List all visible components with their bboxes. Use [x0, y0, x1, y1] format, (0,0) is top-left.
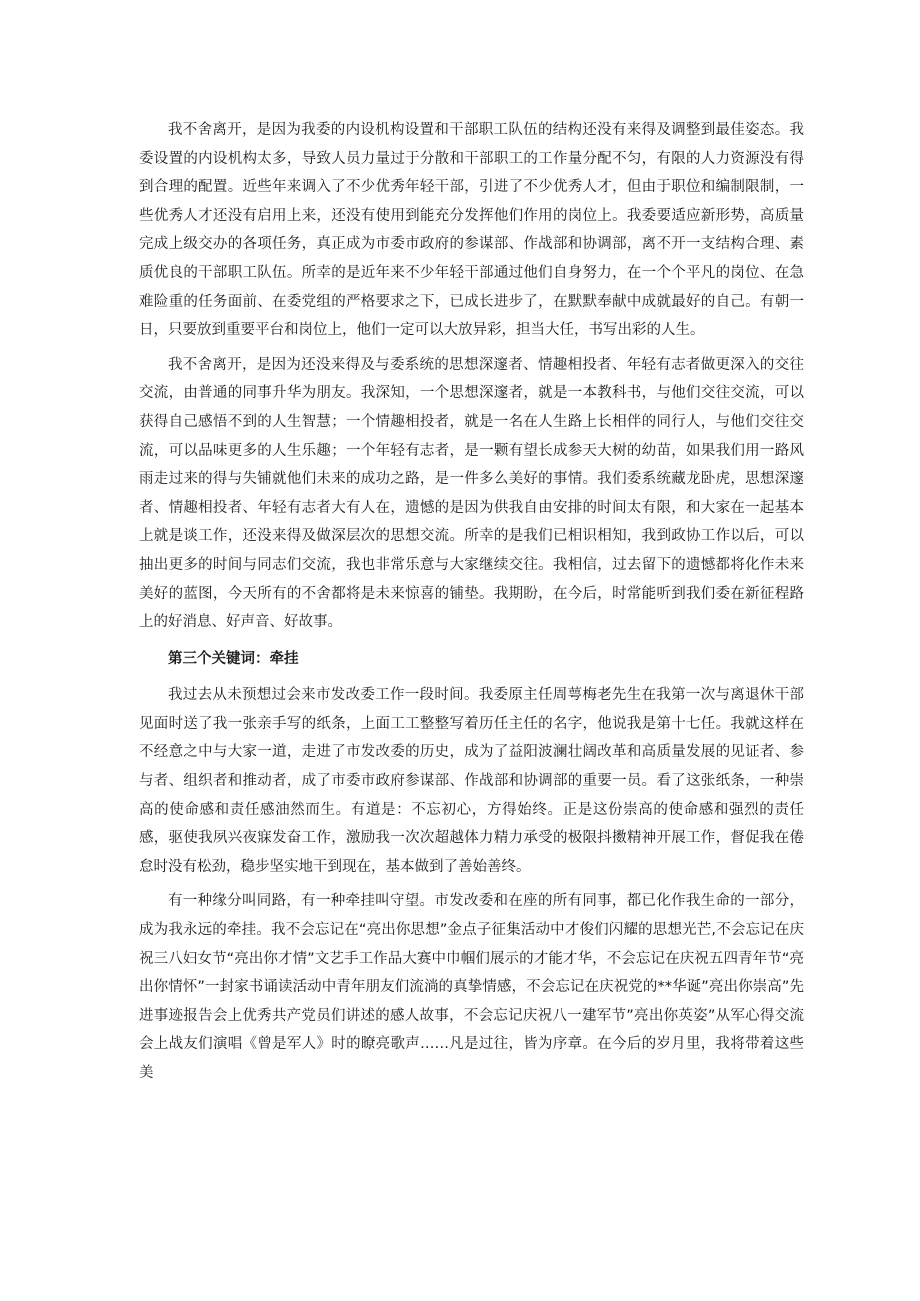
section-heading: 第三个关键词：牵挂: [168, 650, 299, 667]
body-paragraph: 我过去从未预想过会来市发改委工作一段时间。我委原主任周萼梅老先生在我第一次与离退休干部见面时送了我一张亲手写的纸条，上面工工整整写着历任主任的名字，他说我是第十七任。我就这样在不经意之中与大家一道，走进了市发改委的历史，成为了益阳波澜壮阔改革和高质量发展的见证者、参与者、组织者和推动者，成了市委市政府参谋部、作战部和协调部的重要一员。看了这张纸条，一种崇高的使命感和责任感油然而生。有道是：不忘初心，方得始终。正是这份崇高的使命感和强烈的责任感，驱使我夙兴夜寐发奋工作，激励我一次次超越体力精力承受的极限抖擞精神开展工作，督促我在倦怠时没有松劲，稳步坚实地干到现在，基本做到了善始善终。: [139, 687, 804, 875]
body-paragraph: 我不舍离开，是因为我委的内设机构设置和干部职工队伍的结构还没有来得及调整到最佳姿态。我委设置的内设机构太多，导致人员力量过于分散和干部职工的工作量分配不匀，有限的人力资源没有得到合理的配置。近些年来调入了不少优秀年轻干部，引进了不少优秀人才，但由于职位和编制限制，一些优秀人才还没有启用上来，还没有使用到能充分发挥他们作用的岗位上。我委要适应新形势，高质量完成上级交办的各项任务，真正成为市委市政府的参谋部、作战部和协调部，离不开一支结构合理、素质优良的干部职工队伍。所幸的是近年来不少年轻干部通过他们自身努力，在一个个平凡的岗位、在急难险重的任务面前、在委党组的严格要求之下，已成长进步了，在默默奉献中成就最好的自己。有朝一日，只要放到重要平台和岗位上，他们一定可以大放异彩，担当大任，书写出彩的人生。: [139, 122, 804, 339]
document-body: [139, 116, 804, 1094]
body-paragraph: 有一种缘分叫同路，有一种牵挂叫守望。市发改委和在座的所有同事，都已化作我生命的一部分，成为我永远的牵挂。我不会忘记在“亮出你思想”金点子征集活动中才俊们闪耀的思想光芒,不会忘记在庆祝三八妇女节“亮出你才情”文艺手工作品大赛中巾帼们展示的才能才华，不会忘记在庆祝五四青年节“亮出你情怀”一封家书诵读活动中青年朋友们流淌的真挚情感，不会忘记在庆祝党的**华诞”亮出你崇高”先进事迹报告会上优秀共产党员们讲述的感人故事，不会忘记庆祝八一建军节”亮出你英姿”从军心得交流会上战友们演唱《曾是军人》时的瞭亮歌声……凡是过往，皆为序章。在今后的岁月里，我将带着这些美: [139, 893, 804, 1081]
body-paragraph: 我不舍离开，是因为还没来得及与委系统的思想深邃者、情趣相投者、年轻有志者做更深入的交往交流，由普通的同事升华为朋友。我深知，一个思想深邃者，就是一本教科书，与他们交往交流，可以获得自己感悟不到的人生智慧；一个情趣相投者，就是一名在人生路上长相伴的同行人，与他们交往交流，可以品味更多的人生乐趣；一个年轻有志者，是一颗有望长成参天大树的幼苗，如果我们用一路风雨走过来的得与失铺就他们未来的成功之路，是一件多么美好的事情。我们委系统藏龙卧虎，思想深邃者、情趣相投者、年轻有志者大有人在，遗憾的是因为供我自由安排的时间太有限，和大家在一起基本上就是谈工作，还没来得及做深层次的思想交流。所幸的是我们已相识相知，我到政协工作以后，可以抽出更多的时间与同志们交流，我也非常乐意与大家继续交往。我相信，过去留下的遗憾都将化作未来美好的蓝图，今天所有的不舍都将是未来惊喜的铺垫。我期盼，在今后，时常能听到我们委在新征程路上的好消息、好声音、好故事。: [139, 356, 804, 631]
